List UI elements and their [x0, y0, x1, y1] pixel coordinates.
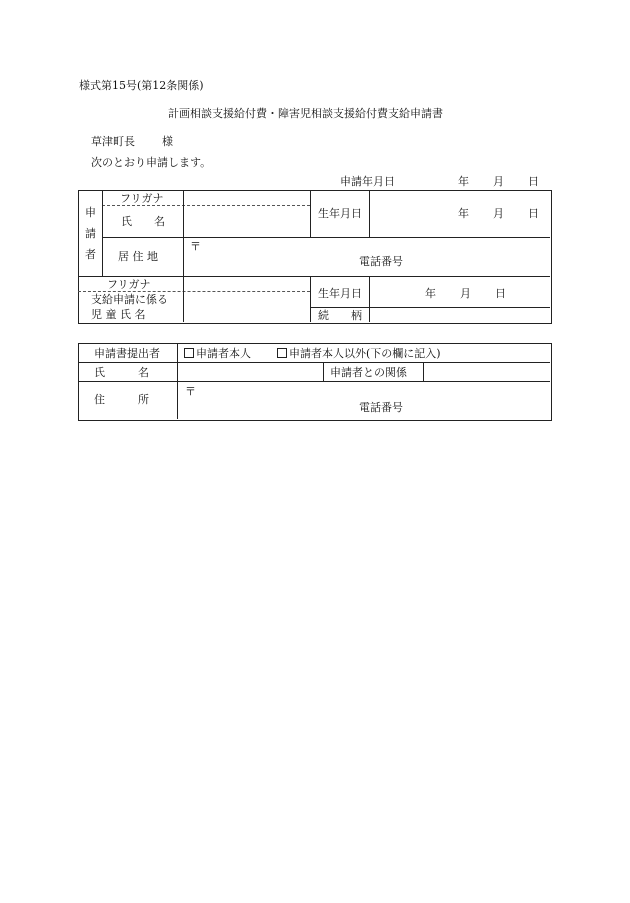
child-birthdate-label: 生年月日 — [318, 287, 362, 300]
child-furigana-label: フリガナ — [107, 278, 151, 291]
application-date-day: 日 — [528, 175, 539, 188]
child-relationship-label: 続 柄 — [318, 309, 362, 322]
column-divider — [323, 362, 324, 381]
child-furigana-divider — [78, 291, 310, 292]
column-divider — [369, 276, 370, 322]
checkbox-other[interactable] — [277, 348, 287, 358]
submitter-label: 申請書提出者 — [94, 347, 160, 360]
applicant-label-1: 申 — [85, 206, 96, 219]
row-divider — [310, 307, 550, 308]
applicant-postal-mark: 〒 — [190, 240, 201, 253]
applicant-label-2: 請 — [85, 227, 96, 240]
option-other[interactable] — [277, 348, 441, 359]
option-self-label: 申請者本人 — [196, 347, 251, 360]
submitter-postal-mark: 〒 — [185, 385, 196, 398]
application-date-month: 月 — [493, 175, 504, 188]
child-label-line2: 児 童 氏 名 — [91, 308, 146, 321]
application-date-label: 申請年月日 — [340, 175, 395, 188]
applicant-phone-label: 電話番号 — [359, 255, 403, 268]
furigana-divider — [102, 205, 310, 206]
applicant-address-label: 居 住 地 — [118, 250, 158, 263]
page-title: 計画相談支援給付費・障害児相談支援給付費支給申請書 — [168, 107, 443, 120]
column-divider — [310, 276, 311, 322]
submitter-name-label: 氏 名 — [94, 366, 149, 379]
column-divider — [423, 362, 424, 381]
application-date-year: 年 — [458, 175, 469, 188]
submitter-address-label: 住 所 — [94, 393, 149, 406]
child-label-line1: 支給申請に係る — [91, 293, 168, 306]
child-birth-year: 年 — [425, 287, 436, 300]
column-divider — [310, 190, 311, 237]
option-other-label: 申請者本人以外(下の欄に記入) — [289, 347, 441, 360]
applicant-furigana-label: フリガナ — [120, 192, 164, 205]
applicant-name-label: 氏 名 — [121, 215, 165, 228]
applicant-birth-day: 日 — [528, 207, 539, 220]
column-divider — [369, 190, 370, 237]
addressee-name: 草津町長 — [91, 135, 135, 148]
applicant-birthdate-label: 生年月日 — [318, 207, 362, 220]
row-divider — [78, 381, 550, 382]
applicant-birth-year: 年 — [458, 207, 469, 220]
applicant-label-3: 者 — [85, 248, 96, 261]
row-divider — [78, 362, 550, 363]
form-number: 様式第15号(第12条関係) — [79, 79, 204, 92]
row-divider — [102, 237, 550, 238]
column-divider — [177, 343, 178, 419]
submitter-phone-label: 電話番号 — [359, 401, 403, 414]
child-birth-month: 月 — [460, 287, 471, 300]
option-self[interactable] — [184, 348, 251, 359]
applicant-birth-month: 月 — [493, 207, 504, 220]
submitter-relation-label: 申請者との関係 — [330, 366, 407, 379]
child-birth-day: 日 — [495, 287, 506, 300]
intro-text: 次のとおり申請します。 — [91, 156, 212, 169]
row-divider — [78, 276, 550, 277]
addressee-honorific: 様 — [162, 135, 173, 148]
checkbox-self[interactable] — [184, 348, 194, 358]
column-divider — [102, 190, 103, 276]
column-divider — [183, 190, 184, 322]
